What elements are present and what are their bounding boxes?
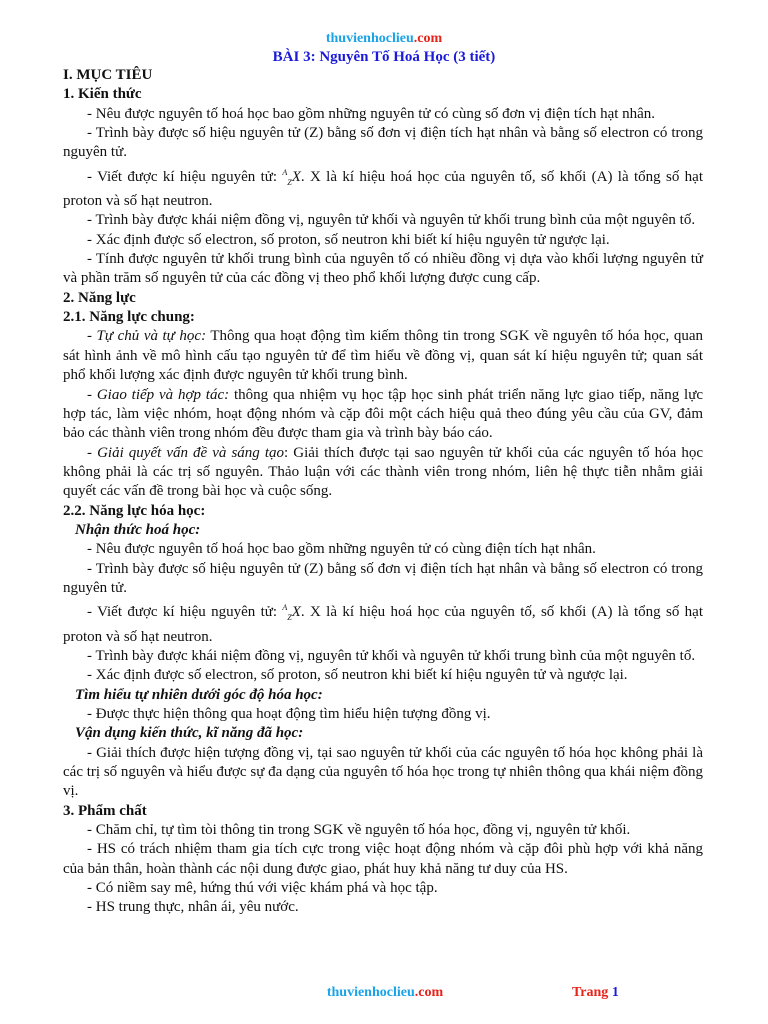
paragraph	[63, 598, 703, 647]
text: . X là kí hiệu hoá học của nguyên tố, số khối (A) là tổng số hạt proton và số hạt neutron.	[63, 168, 703, 210]
lesson-title: BÀI 3: Nguyên Tố Hoá Học (3 tiết)	[272, 49, 496, 65]
paragraph: - Nêu được nguyên tố hoá học bao gồm những nguyên tử có cùng số đơn vị điện tích hạt nhân.	[87, 105, 656, 122]
mass-number: A	[282, 167, 288, 177]
paragraph: - Trình bày được khái niệm đồng vị, nguyên tử khối và nguyên tử khối trung bình của một nguyên tố.	[87, 212, 696, 229]
text: - Viết được kí hiệu nguyên tử:	[87, 168, 278, 185]
paragraph: - HS trung thực, nhân ái, yêu nước.	[87, 899, 299, 916]
paragraph: - Xác định được số electron, số proton, số neutron khi biết kí hiệu nguyên tử và ngược lại.	[87, 667, 628, 684]
element-symbol: X	[291, 604, 301, 621]
site-footer	[0, 985, 768, 1001]
atomic-symbol	[282, 603, 301, 623]
text: Thông qua hoạt động tìm kiếm thông tin trong SGK về nguyên tố hóa học, quan sát hình ảnh về mô hình cấu tạo nguyên tử để tìm hiểu về đồng vị, quan sát kí hiệu nguyên tử; quan sát phổ khối lượng xác định được nguyên tử khối trung bình.	[63, 328, 704, 384]
paragraph: - Có niềm say mê, hứng thú với việc khám phá và học tập.	[87, 880, 438, 897]
site-domain: .com	[413, 31, 443, 46]
page-number	[572, 985, 619, 1001]
site-name: thuvienhoclieu	[326, 985, 415, 1000]
paragraph	[63, 444, 703, 502]
text: -	[87, 444, 98, 461]
paragraph	[63, 386, 703, 444]
section-heading: 2.2. Năng lực hóa học:	[63, 502, 206, 519]
document-body	[63, 66, 703, 918]
paragraph: - Trình bày được khái niệm đồng vị, nguyên tử khối và nguyên tử khối trung bình của một nguyên tố.	[87, 647, 696, 664]
section-heading: 2.1. Năng lực chung:	[63, 309, 195, 326]
text: -	[87, 328, 97, 345]
page-label: Trang	[572, 985, 609, 1000]
subheading: Nhận thức hoá học:	[75, 521, 201, 538]
paragraph	[63, 327, 703, 385]
text: - Viết được kí hiệu nguyên tử:	[87, 604, 278, 621]
text: -	[87, 386, 97, 403]
italic-term: Tự chủ và tự học:	[96, 328, 207, 345]
site-name: thuvienhoclieu	[325, 31, 414, 46]
text: : Giải thích được tại sao nguyên tử khối của các nguyên tố hóa học không phải là các trị số nguyên. Thảo luận với các thành viên trong nhóm, liên hệ thực tiễn nhằm giải quyết các vấn đề trong bài học và cuộc sống.	[63, 444, 703, 500]
atomic-symbol	[282, 169, 301, 185]
page-number-value: 1	[611, 985, 619, 1000]
element-symbol: X	[291, 168, 301, 185]
site-header	[0, 30, 768, 48]
paragraph: - HS có trách nhiệm tham gia tích cực trong việc hoạt động nhóm và cặp đôi phù hợp với khả năng của bản thân, hoàn thành các nội dung được giao, phát huy khả năng tư duy của HS.	[63, 841, 703, 877]
atomic-number: Z	[287, 177, 292, 187]
section-heading: 2. Năng lực	[63, 289, 136, 306]
text: thông qua nhiệm vụ học tập học sinh phát triển năng lực giao tiếp, năng lực hợp tác, làm việc nhóm, hoạt động nhóm và cặp đôi một cách hiệu quả theo đúng yêu cầu của GV, đảm bảo các thành viên trong nhóm đều được tham gia và trình bày báo cáo.	[63, 386, 703, 442]
paragraph: - Nêu được nguyên tố hoá học bao gồm những nguyên tử có cùng điện tích hạt nhân.	[87, 541, 596, 558]
paragraph: - Trình bày được số hiệu nguyên tử (Z) bằng số đơn vị điện tích hạt nhân và bằng số electron có trong nguyên tử.	[63, 125, 703, 161]
paragraph: - Được thực hiện thông qua hoạt động tìm hiểu hiện tượng đồng vị.	[87, 706, 491, 722]
subheading: Vận dụng kiến thức, kĩ năng đã học:	[75, 725, 304, 742]
section-heading: 1. Kiến thức	[63, 86, 142, 103]
italic-term: Giải quyết vấn đề và sáng tạo	[97, 444, 285, 461]
paragraph: - Chăm chỉ, tự tìm tòi thông tin trong SGK về nguyên tố hóa học, đồng vị, nguyên tử khối.	[87, 822, 631, 839]
paragraph: - Giải thích được hiện tượng đồng vị, tại sao nguyên tử khối của các nguyên tố hóa học không phải là các trị số nguyên và hiểu được sự đa dạng của nguyên tố hóa học trong tự nhiên thông qua khái niệm đồng vị.	[63, 744, 703, 800]
paragraph: - Trình bày được số hiệu nguyên tử (Z) bằng số đơn vị điện tích hạt nhân và bằng số electron có trong nguyên tử.	[63, 560, 703, 596]
atomic-number: Z	[287, 613, 292, 623]
subheading: Tìm hiểu tự nhiên dưới góc độ hóa học:	[75, 686, 323, 703]
text: . X là kí hiệu hoá học của nguyên tố, số khối (A) là tổng số hạt proton và số hạt neutron.	[63, 604, 703, 645]
italic-term: Giao tiếp và hợp tác:	[96, 386, 230, 403]
paragraph	[63, 163, 703, 212]
paragraph: - Tính được nguyên tử khối trung bình của nguyên tố có nhiều đồng vị dựa vào khối lượng nguyên tử và phần trăm số nguyên tử của các đồng vị theo phổ khối lượng được cung cấp.	[63, 251, 703, 287]
site-domain: .com	[414, 985, 444, 1000]
section-heading: 3. Phẩm chất	[63, 802, 147, 819]
section-heading: I. MỤC TIÊU	[63, 67, 153, 83]
mass-number: A	[282, 603, 288, 613]
paragraph: - Xác định được số electron, số proton, số neutron khi biết kí hiệu nguyên tử ngược lại.	[87, 231, 610, 248]
